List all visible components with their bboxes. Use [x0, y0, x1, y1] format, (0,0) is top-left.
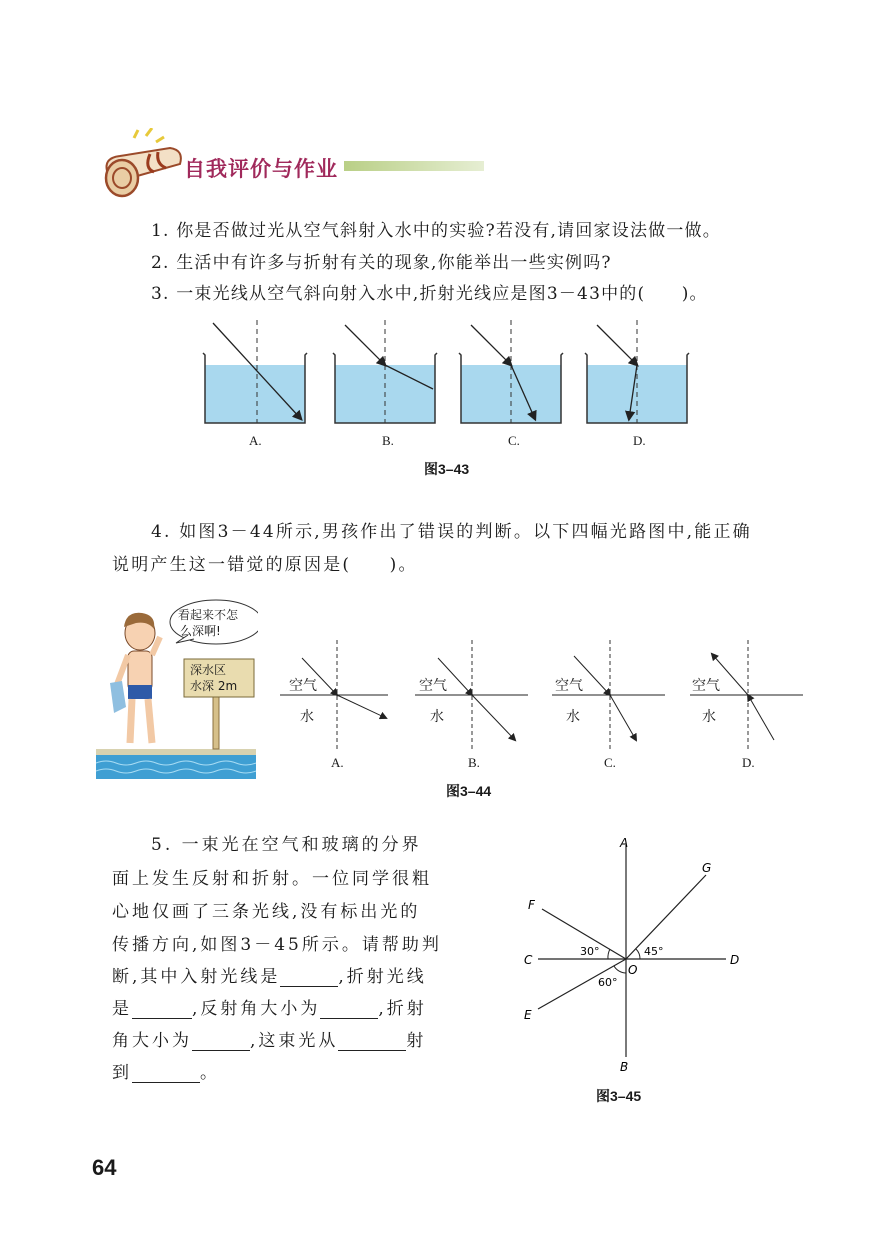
label-g: G [702, 861, 712, 875]
air-label-a: 空气 [289, 678, 317, 694]
fig43-caption: 图3–43 [424, 461, 470, 477]
label-b: B [620, 1060, 629, 1074]
fig44-caption: 图3–44 [446, 783, 492, 799]
label-d: D [730, 953, 740, 967]
question-4-line1: 4. 如图3－44所示,男孩作出了错误的判断。以下四幅光路图中,能正确 [151, 522, 752, 542]
q5-line-4: 传播方向,如图3－45所示。请帮助判 [112, 935, 442, 955]
air-label-d: 空气 [692, 678, 720, 694]
q5-line-2: 面上发生反射和折射。一位同学很粗 [112, 869, 432, 889]
section-header [100, 128, 490, 208]
ray-diagram-a [280, 640, 388, 750]
ray-diagram-d [690, 640, 803, 750]
fig43-option-d: D. [633, 433, 646, 448]
page-number: 64 [92, 1155, 117, 1180]
water-label-b: 水 [430, 709, 444, 725]
q5-line-6: 是 ,反射角大小为 ,折射 [112, 999, 427, 1019]
figure-3-43 [195, 315, 705, 455]
beaker-d [585, 320, 689, 423]
beaker-a [203, 320, 307, 423]
speech-line-2: 么深啊! [180, 624, 221, 638]
beaker-c [459, 320, 563, 423]
angle-45: 45° [644, 945, 664, 958]
blank-incident-ray[interactable] [280, 968, 338, 987]
q5-line-1: 5. 一束光在空气和玻璃的分界 [151, 835, 422, 855]
water-label-a: 水 [300, 709, 314, 725]
header-bar [344, 161, 484, 171]
fig44-option-b: B. [468, 755, 480, 770]
label-f: F [528, 898, 535, 912]
q5-line-5: 断,其中入射光线是 ,折射光线 [112, 967, 427, 987]
speech-line-1: 看起来不怎 [178, 608, 239, 622]
label-c: C [524, 953, 533, 967]
ray-diagram-b [415, 640, 528, 750]
sign-line-2: 水深 2m [190, 679, 238, 693]
fig43-option-a: A. [249, 433, 262, 448]
water-label-d: 水 [702, 709, 716, 725]
fig45-caption: 图3–45 [596, 1088, 642, 1104]
sign-line-1: 深水区 [190, 663, 227, 677]
beaker-b [333, 320, 437, 423]
question-3: 3. 一束光线从空气斜向射入水中,折射光线应是图3－43中的( )。 [151, 284, 708, 304]
air-label-b: 空气 [419, 678, 447, 694]
fig44-option-a: A. [331, 755, 344, 770]
air-label-c: 空气 [555, 678, 583, 694]
blank-refracted-ray[interactable] [132, 1000, 192, 1019]
blank-refraction-angle[interactable] [192, 1032, 250, 1051]
ray-diagram-c [552, 640, 665, 750]
figure-3-44-diagrams [280, 640, 810, 750]
question-2: 2. 生活中有许多与折射有关的现象,你能举出一些实例吗? [151, 253, 612, 273]
blank-from-medium[interactable] [338, 1032, 406, 1051]
fig43-option-c: C. [508, 433, 520, 448]
scroll-icon [100, 128, 190, 206]
angle-60: 60° [598, 976, 618, 989]
fig44-option-c: C. [604, 755, 616, 770]
angle-30: 30° [580, 945, 600, 958]
fig43-option-b: B. [382, 433, 394, 448]
q5-line-3: 心地仅画了三条光线,没有标出光的 [112, 902, 421, 922]
label-a: A [620, 836, 629, 850]
water-label-c: 水 [566, 709, 580, 725]
blank-to-medium[interactable] [132, 1064, 200, 1083]
question-4-line2: 说明产生这一错觉的原因是( )。 [112, 555, 418, 575]
section-title: 自我评价与作业 [184, 157, 338, 181]
label-e: E [524, 1008, 532, 1022]
label-o: O [628, 963, 638, 977]
fig44-option-d: D. [742, 755, 755, 770]
q5-line-8: 到 。 [112, 1063, 220, 1083]
figure-3-45 [520, 835, 770, 1075]
boy-illustration [96, 597, 258, 779]
blank-reflection-angle[interactable] [320, 1000, 378, 1019]
question-1: 1. 你是否做过光从空气斜射入水中的实验?若没有,请回家设法做一做。 [151, 221, 721, 241]
q5-line-7: 角大小为 ,这束光从 射 [112, 1031, 427, 1051]
